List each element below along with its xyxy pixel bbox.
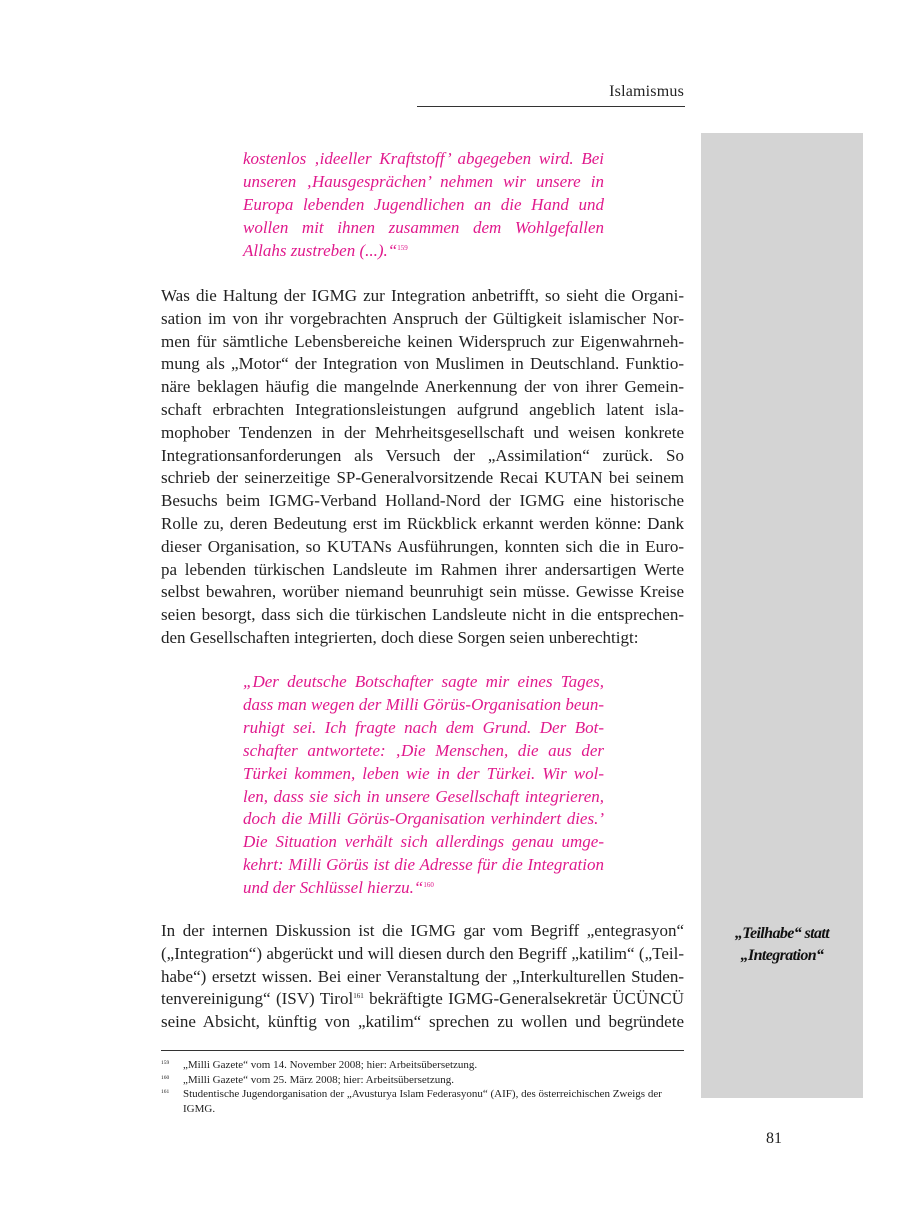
quote-line: ruhigt sei. Ich fragte nach dem Grund. Der Bot- xyxy=(243,717,604,737)
paragraph-line: men für sämtliche Lebensbereiche keinen Widerspruch zur Eigenwahrneh- xyxy=(161,331,684,351)
running-header: Islamismus xyxy=(609,83,684,100)
quote-line: kostenlos ‚ideeller Kraftstoff’ abgegeben wird. Bei xyxy=(243,149,604,168)
paragraph-line: selbst bewahren, worüber niemand beunruhigt sein müsse. Gewisse Kreise xyxy=(161,582,684,602)
paragraph-line: dieser Organisation, so KUTANs Ausführungen, konnten sich die in Euro- xyxy=(161,536,684,556)
footnote-number: 159 xyxy=(161,1060,170,1066)
quote-line: dass man wegen der Milli Görüs-Organisation beun- xyxy=(243,694,605,714)
paragraph-line: seine Absicht, künftig von „katilim“ sprechen zu wollen und begründete xyxy=(161,1012,684,1032)
footnote-number: 161 xyxy=(161,1089,170,1095)
paragraph-line: schrieb der seinerzeitige SP-Generalvorsitzende Recai KUTAN bei seinem xyxy=(161,468,684,488)
footnote-ref-159: 159 xyxy=(397,243,408,252)
block-quote-1 xyxy=(243,148,604,263)
page-number: 81 xyxy=(766,1130,782,1147)
footnote-text: Studentische Jugendorganisation der „Avusturya Islam Federasyonu“ (AIF), des österreichischen Zweigs der IGMG. xyxy=(183,1088,662,1115)
quote-line: Die Situation verhält sich allerdings genau umge- xyxy=(243,832,604,852)
footnote-item xyxy=(161,1073,684,1088)
paragraph-line: näre beklagen häufig die mangelnde Anerkennung der von ihrer Gemein- xyxy=(161,377,684,397)
footnote-text: „Milli Gazete“ vom 25. März 2008; hier: Arbeitsübersetzung. xyxy=(183,1073,454,1086)
quote-line: doch die Milli Görüs-Organisation verhindert dies.’ xyxy=(243,809,604,829)
quote-line: Europa lebenden Jugendlichen an die Hand und xyxy=(243,194,604,214)
paragraph-line: Besuchs beim IGMG-Verband Holland-Nord der IGMG eine historische xyxy=(161,491,684,511)
paragraph-line: Was die Haltung der IGMG zur Integration anbetrifft, so sieht die Organi- xyxy=(161,286,684,305)
paragraph-line: („Integration“) abgerückt und will diesen durch den Begriff „katilim“ („Teil- xyxy=(161,943,684,963)
body-paragraph-1 xyxy=(161,285,684,650)
paragraph-line: schaft erbrachten Integrationsleistungen aufgrund angeblich latent isla- xyxy=(161,399,684,419)
quote-line: „Der deutsche Botschafter sagte mir eines Tages, xyxy=(243,672,604,691)
paragraph-line: sation im von ihr vorgebrachten Anspruch der Gültigkeit islamischer Nor- xyxy=(161,308,684,328)
paragraph-line: seien besorgt, dass sich die türkischen Landsleute nicht in die entsprechen- xyxy=(161,605,684,625)
footnote-item xyxy=(161,1058,684,1073)
quote-line: len, dass sie sich in unsere Gesellschaft integrieren, xyxy=(243,786,604,806)
margin-note-line: „Integration“ xyxy=(740,947,824,964)
paragraph-line: pa lebenden türkischen Landsleute im Rahmen ihrer andersartigen Werte xyxy=(161,559,684,579)
quote-line: Allahs zustreben (...).“$^{159}$ xyxy=(243,240,408,260)
footnote-ref-161: 161 xyxy=(353,992,364,1001)
footnote-ref-160: 160 xyxy=(423,881,434,890)
quote-line: Türkei kommen, leben wie in der Türkei. Wir wol- xyxy=(243,763,604,783)
quote-line: und der Schlüssel hierzu.“$^{160}$ xyxy=(243,878,434,898)
paragraph-line: In der internen Diskussion ist die IGMG gar vom Begriff „entegrasyon“ xyxy=(161,921,684,940)
quote-line: kehrt: Milli Görüs ist die Adresse für die Integration xyxy=(243,855,604,875)
block-quote-2 xyxy=(243,671,604,900)
quote-line: unseren ‚Hausgesprächen’ nehmen wir unsere in xyxy=(243,171,604,191)
footnote-rule xyxy=(161,1050,684,1051)
paragraph-line: mung als „Motor“ der Integration von Muslimen in Deutschland. Funktio- xyxy=(161,354,684,374)
paragraph-line: mophober Tendenzen in der Mehrheitsgesellschaft und weisen konkrete xyxy=(161,422,684,442)
paragraph-line: tenvereinigung“ (ISV) Tirol$^{161}$ bekräftigte IGMG-Generalsekretär ÜCÜNCÜ xyxy=(161,989,684,1009)
paragraph-line: Rolle zu, deren Bedeutung erst im Rückblick erkannt werden könne: Dank xyxy=(161,513,684,533)
margin-note-line: „Teilhabe“ statt xyxy=(734,925,830,942)
footnote-number: 160 xyxy=(161,1074,170,1081)
paragraph-line: Integrationsanforderungen als Versuch der „Assimilation“ zurück. So xyxy=(161,445,684,465)
header-rule xyxy=(417,106,685,107)
footnote-item xyxy=(161,1087,684,1116)
quote-line: schafter antwortete: ‚Die Menschen, die aus der xyxy=(243,740,604,760)
body-paragraph-2 xyxy=(161,920,684,1034)
quote-line: wollen mit ihnen zusammen dem Wohlgefallen xyxy=(243,217,604,237)
margin-note xyxy=(701,923,863,967)
footnotes xyxy=(161,1058,684,1116)
footnote-text: „Milli Gazete“ vom 14. November 2008; hier: Arbeitsübersetzung. xyxy=(183,1059,478,1071)
paragraph-line: den Gesellschaften integrierten, doch diese Sorgen seien unberechtigt: xyxy=(161,627,639,647)
paragraph-line: habe“) ersetzt wissen. Bei einer Veranstaltung der „Interkulturellen Studen- xyxy=(161,966,684,986)
